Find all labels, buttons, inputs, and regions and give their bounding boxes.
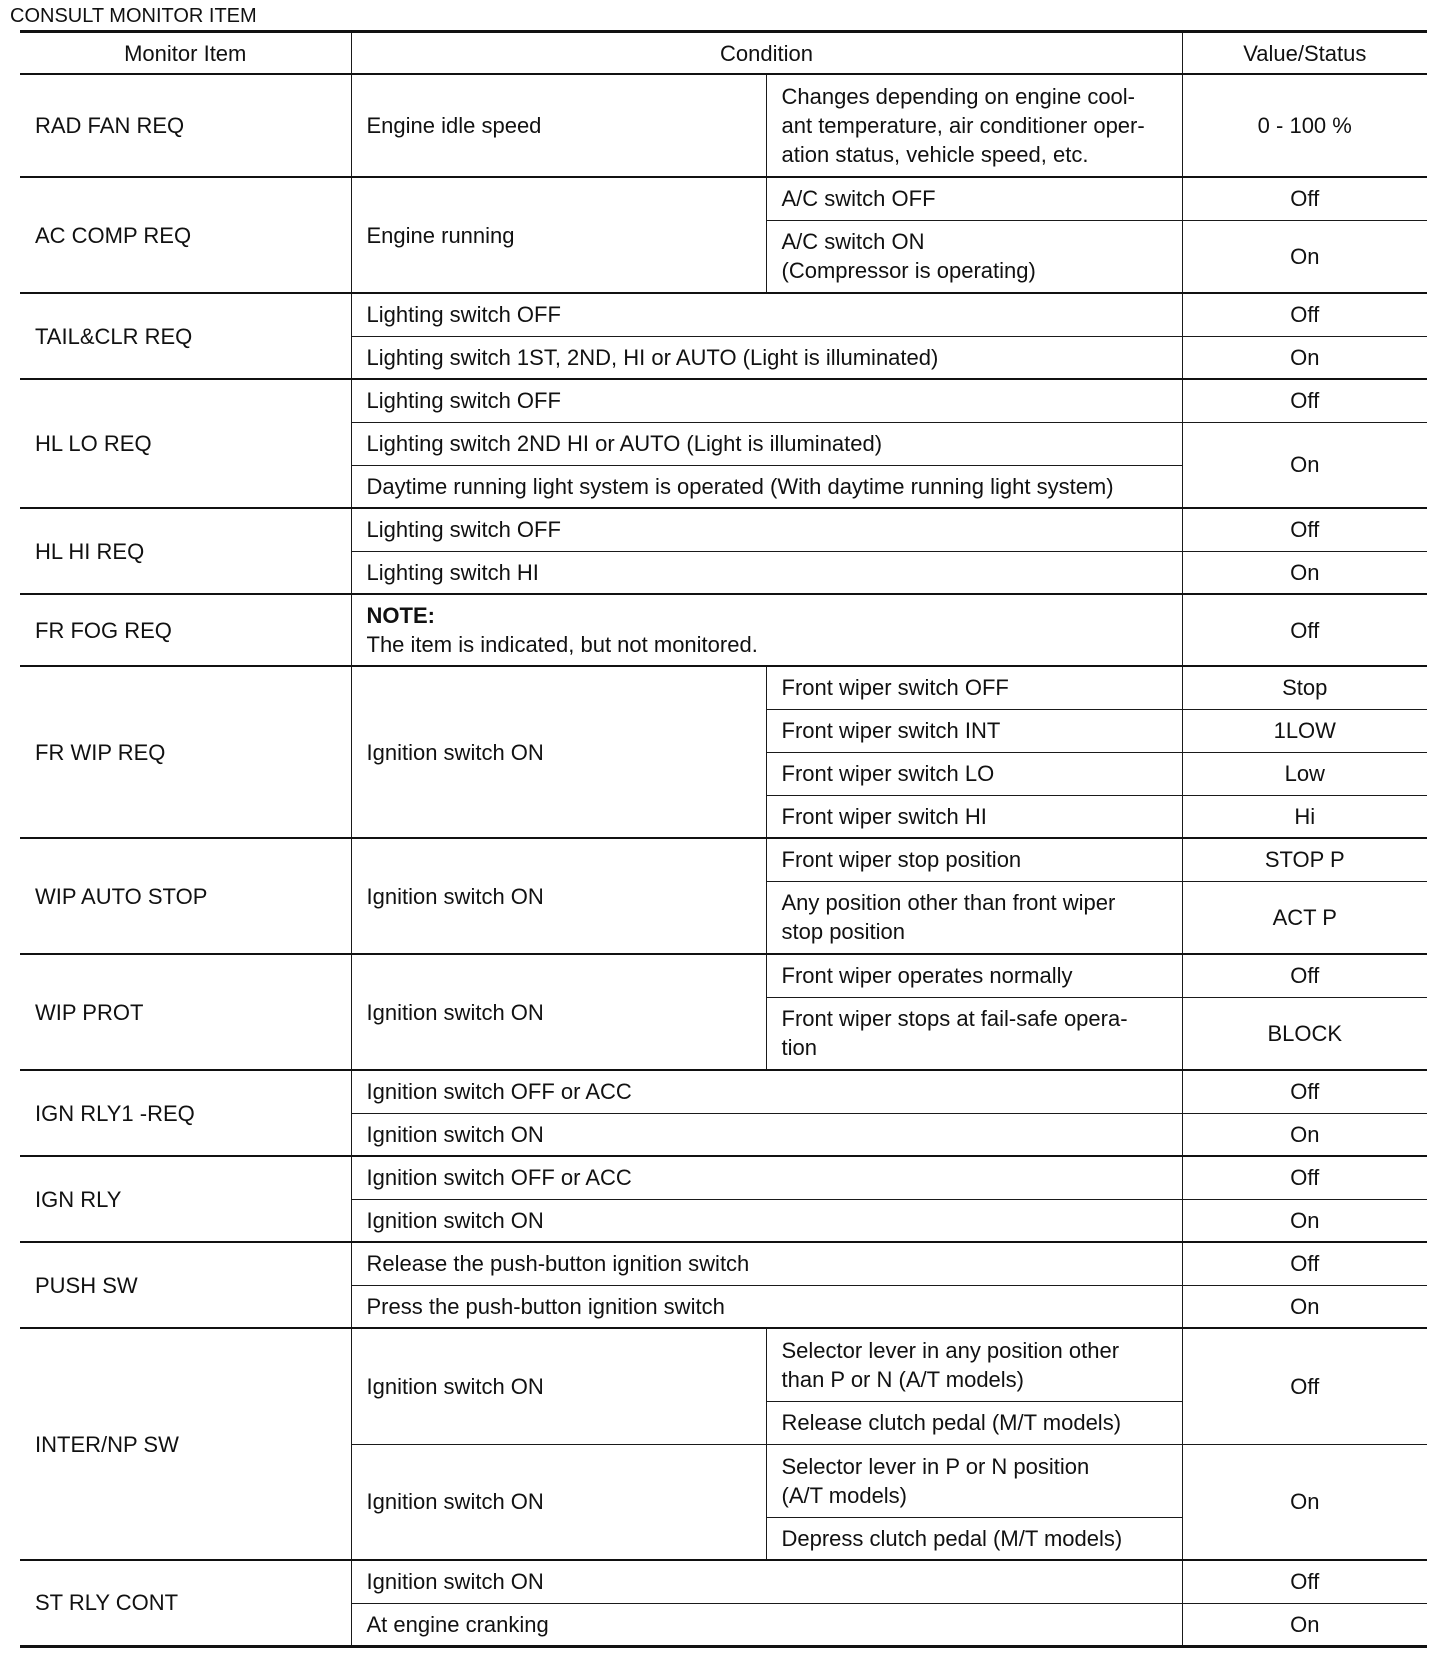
monitor-item-cell: IGN RLY — [20, 1156, 351, 1242]
sub-condition-text: A/C switch ON (Compressor is operating) — [781, 229, 1036, 284]
table-row — [20, 594, 1427, 666]
table-row — [20, 1242, 1427, 1285]
sub-condition-text: Front wiper operates normally — [781, 963, 1073, 989]
monitor-item-cell: HL LO REQ — [20, 379, 351, 508]
monitor-item-cell: PUSH SW — [20, 1242, 351, 1328]
value-cell: Off — [1182, 508, 1427, 551]
condition-cell: Lighting switch 2ND HI or AUTO (Light is illuminated) — [351, 422, 1182, 465]
value-cell: On — [1182, 336, 1427, 379]
condition-cell: Lighting switch OFF — [351, 379, 1182, 422]
value-cell: Low — [1182, 752, 1427, 795]
value-cell: On — [1182, 1285, 1427, 1328]
table-row — [20, 1156, 1427, 1199]
monitor-item-cell: FR WIP REQ — [20, 666, 351, 838]
condition-cell: Ignition switch ON — [351, 1199, 1182, 1242]
sub-condition-text: Front wiper stop position — [781, 847, 1022, 873]
sub-condition-cell — [766, 795, 1182, 838]
condition-cell: Daytime running light system is operated (With daytime running light system) — [351, 465, 1182, 508]
condition-cell: Ignition switch ON — [351, 1560, 1182, 1603]
condition-cell: Ignition switch ON — [351, 666, 766, 838]
value-cell: 0 - 100 % — [1182, 74, 1427, 177]
condition-cell: Ignition switch ON — [351, 838, 766, 954]
sub-condition-text: Front wiper switch LO — [781, 761, 995, 786]
sub-condition-cell — [766, 881, 1182, 954]
sub-condition-cell — [766, 954, 1182, 997]
sub-condition-text: Front wiper switch OFF — [781, 675, 1009, 701]
value-cell: Off — [1182, 1560, 1427, 1603]
value-cell: Off — [1182, 1070, 1427, 1113]
condition-cell: Lighting switch HI — [351, 551, 1182, 594]
note-text: The item is indicated, but not monitored. — [366, 632, 758, 657]
sub-condition-cell — [766, 1517, 1182, 1560]
value-cell: BLOCK — [1182, 997, 1427, 1070]
value-cell: On — [1182, 422, 1427, 508]
condition-cell: Lighting switch 1ST, 2ND, HI or AUTO (Light is illuminated) — [351, 336, 1182, 379]
header-value-status: Value/Status — [1182, 32, 1427, 75]
value-cell: STOP P — [1182, 838, 1427, 881]
sub-condition-cell — [766, 1444, 1182, 1517]
value-cell: Hi — [1182, 795, 1427, 838]
table-row — [20, 177, 1427, 220]
value-cell: ACT P — [1182, 881, 1427, 954]
table-header-row — [20, 32, 1427, 75]
monitor-item-cell: ST RLY CONT — [20, 1560, 351, 1646]
value-cell: On — [1182, 1444, 1427, 1560]
value-cell: Off — [1182, 1156, 1427, 1199]
condition-cell: Ignition switch OFF or ACC — [351, 1156, 1182, 1199]
table-row — [20, 1560, 1427, 1603]
value-cell: Off — [1182, 1242, 1427, 1285]
condition-cell: Ignition switch ON — [351, 1113, 1182, 1156]
value-cell: On — [1182, 1603, 1427, 1646]
sub-condition-text: Selector lever in any position other than P or N (A/T models) — [781, 1337, 1120, 1392]
sub-condition-cell — [766, 752, 1182, 795]
sub-condition-text: Changes depending on engine cool- ant temperature, air conditioner oper- ation status, vehicle speed, etc. — [781, 84, 1145, 167]
monitor-item-cell: WIP AUTO STOP — [20, 838, 351, 954]
monitor-item-cell: TAIL&CLR REQ — [20, 293, 351, 379]
table-row — [20, 838, 1427, 881]
table-row — [20, 379, 1427, 422]
condition-cell — [351, 594, 1182, 666]
table-row — [20, 954, 1427, 997]
sub-condition-cell — [766, 220, 1182, 293]
page-title: CONSULT MONITOR ITEM — [10, 5, 257, 27]
header-condition: Condition — [351, 32, 1182, 75]
sub-condition-cell — [766, 838, 1182, 881]
value-cell: Off — [1182, 293, 1427, 336]
condition-cell: Ignition switch ON — [351, 1328, 766, 1444]
sub-condition-text: Release clutch pedal (M/T models) — [781, 1410, 1122, 1435]
sub-condition-cell — [766, 177, 1182, 220]
condition-cell: Ignition switch ON — [351, 1444, 766, 1560]
condition-cell: Lighting switch OFF — [351, 508, 1182, 551]
sub-condition-cell — [766, 74, 1182, 177]
sub-condition-cell — [766, 666, 1182, 709]
value-cell: On — [1182, 220, 1427, 293]
monitor-item-cell: IGN RLY1 -REQ — [20, 1070, 351, 1156]
condition-cell: Release the push-button ignition switch — [351, 1242, 1182, 1285]
condition-cell: At engine cranking — [351, 1603, 1182, 1646]
sub-condition-cell — [766, 1401, 1182, 1444]
monitor-item-cell: INTER/NP SW — [20, 1328, 351, 1560]
sub-condition-cell — [766, 1328, 1182, 1401]
sub-condition-text: Front wiper switch HI — [781, 803, 987, 829]
monitor-item-cell: RAD FAN REQ — [20, 74, 351, 177]
table-row — [20, 74, 1427, 177]
monitor-item-cell: FR FOG REQ — [20, 594, 351, 666]
sub-condition-text: Front wiper switch INT — [781, 718, 1001, 743]
value-cell: Off — [1182, 954, 1427, 997]
value-cell: On — [1182, 551, 1427, 594]
value-cell: 1LOW — [1182, 709, 1427, 752]
condition-cell: Engine running — [351, 177, 766, 293]
table-row — [20, 508, 1427, 551]
table-row — [20, 293, 1427, 336]
sub-condition-cell — [766, 709, 1182, 752]
sub-condition-text: Selector lever in P or N position (A/T models) — [781, 1453, 1090, 1508]
value-cell: Off — [1182, 379, 1427, 422]
condition-cell: Lighting switch OFF — [351, 293, 1182, 336]
table-row — [20, 1328, 1427, 1401]
value-cell: On — [1182, 1113, 1427, 1156]
monitor-item-cell: WIP PROT — [20, 954, 351, 1070]
table-row — [20, 1070, 1427, 1113]
condition-cell: Ignition switch OFF or ACC — [351, 1070, 1182, 1113]
condition-cell: Engine idle speed — [351, 74, 766, 177]
condition-cell: Press the push-button ignition switch — [351, 1285, 1182, 1328]
value-cell: Off — [1182, 177, 1427, 220]
value-cell: Off — [1182, 1328, 1427, 1444]
sub-condition-text: A/C switch OFF — [781, 186, 936, 212]
monitor-item-cell: AC COMP REQ — [20, 177, 351, 293]
note-label: NOTE: — [366, 603, 435, 628]
table-row — [20, 666, 1427, 709]
sub-condition-cell — [766, 997, 1182, 1070]
value-cell: Off — [1182, 594, 1427, 666]
value-cell: Stop — [1182, 666, 1427, 709]
sub-condition-text: Front wiper stops at fail-safe opera- tion — [781, 1006, 1128, 1061]
sub-condition-text: Any position other than front wiper stop position — [781, 890, 1116, 945]
condition-cell: Ignition switch ON — [351, 954, 766, 1070]
monitor-item-cell: HL HI REQ — [20, 508, 351, 594]
consult-monitor-table — [20, 30, 1427, 1648]
sub-condition-text: Depress clutch pedal (M/T models) — [781, 1525, 1123, 1551]
header-monitor-item: Monitor Item — [20, 32, 351, 75]
value-cell: On — [1182, 1199, 1427, 1242]
